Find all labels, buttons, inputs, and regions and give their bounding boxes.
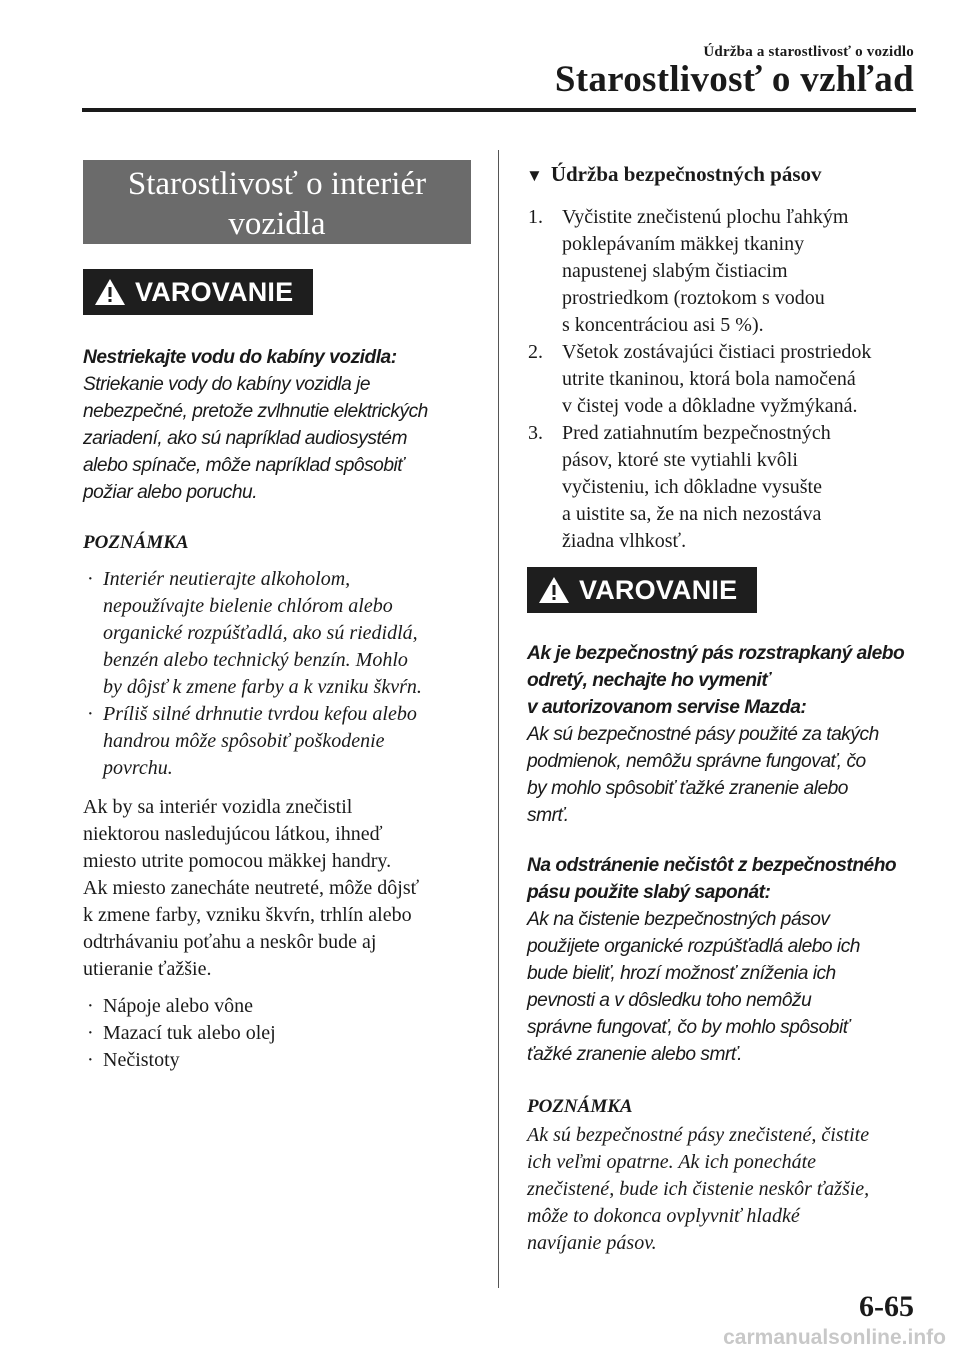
warning-label: VAROVANIE bbox=[579, 574, 738, 605]
note-text bbox=[527, 1122, 869, 1257]
step-line: Vyčistite znečistenú plochu ľahkým bbox=[562, 206, 849, 228]
body-line: Ak miesto zanecháte neutreté, môže dôjsť bbox=[83, 877, 420, 899]
warning-banner bbox=[83, 269, 313, 315]
warning-line: Striekanie vody do kabíny vozidla je bbox=[83, 374, 371, 395]
warning-line: bude bieliť, hrozí možnosť zníženia ich bbox=[527, 963, 836, 984]
step-line: s koncentráciou asi 5 %). bbox=[562, 314, 764, 336]
subsection-heading bbox=[526, 162, 822, 187]
warning-line: smrť. bbox=[527, 805, 569, 826]
body-line: k zmene farby, vzniku škvŕn, trhlín alebo bbox=[83, 904, 412, 926]
page-number: 6-65 bbox=[859, 1290, 914, 1323]
step-2 bbox=[528, 339, 871, 420]
warning-line: Ak sú bezpečnostné pásy použité za takých bbox=[527, 724, 879, 745]
step-line: pásov, ktoré ste vytiahli kvôli bbox=[562, 449, 798, 471]
section-title bbox=[83, 160, 471, 244]
body-line: odtrhávaniu poťahu a neskôr bude aj bbox=[83, 931, 377, 953]
warning-bold-line: Ak je bezpečnostný pás rozstrapkaný alebo bbox=[527, 643, 905, 664]
note-line: ich veľmi opatrne. Ak ich ponecháte bbox=[527, 1151, 817, 1173]
section-title-line: vozidla bbox=[228, 206, 326, 242]
step-line: utrite tkaninou, ktorá bola namočená bbox=[562, 368, 856, 390]
warning-text bbox=[83, 344, 428, 506]
note-heading: POZNÁMKA bbox=[527, 1096, 633, 1117]
warning-text bbox=[527, 640, 904, 829]
warning-line: použijete organické rozpúšťadlá alebo ich bbox=[527, 936, 860, 957]
warning-line: pevnosti a v dôsledku toho nemôžu bbox=[527, 990, 812, 1011]
step-line: prostriedkom (roztokom s vodou bbox=[562, 287, 825, 309]
warning-line: by mohlo spôsobiť ťažké zranenie alebo bbox=[527, 778, 848, 799]
running-header-subtitle: Údržba a starostlivosť o vozidlo bbox=[703, 44, 914, 60]
note-line: nepoužívajte bielenie chlórom alebo bbox=[103, 595, 393, 617]
step-line: vyčisteniu, ich dôkladne vysušte bbox=[562, 476, 822, 498]
header-rule bbox=[82, 108, 916, 112]
body-line: utieranie ťažšie. bbox=[83, 958, 212, 980]
watermark: carmanualsonline.info bbox=[723, 1326, 946, 1349]
warning-line: požiar alebo poruchu. bbox=[83, 482, 258, 503]
list-item: · Nápoje alebo vône bbox=[87, 995, 253, 1017]
warning-line: podmienok, nemôžu správne fungovať, čo bbox=[527, 751, 866, 772]
step-line: v čistej vode a dôkladne vyžmýkaná. bbox=[562, 395, 858, 417]
warning-triangle-icon bbox=[93, 277, 127, 307]
warning-banner bbox=[527, 567, 757, 613]
warning-line: zariadení, ako sú napríklad audiosystém bbox=[83, 428, 407, 449]
warning-triangle-icon bbox=[537, 575, 571, 605]
note-line: Ak sú bezpečnostné pásy znečistené, čistite bbox=[527, 1124, 870, 1146]
warning-bold-line: Na odstránenie nečistôt z bezpečnostného bbox=[527, 855, 897, 876]
list-item: · Mazací tuk alebo olej bbox=[87, 1022, 276, 1044]
note-line: povrchu. bbox=[103, 757, 173, 779]
step-1 bbox=[528, 204, 848, 339]
step-3 bbox=[528, 420, 831, 555]
body-line: Ak by sa interiér vozidla znečistil bbox=[83, 796, 353, 818]
note-line: Interiér neutierajte alkoholom, bbox=[103, 568, 351, 590]
bullet-dot: · bbox=[87, 568, 94, 590]
note-line: navíjanie pásov. bbox=[527, 1232, 657, 1254]
step-number: 2. bbox=[528, 341, 543, 363]
step-line: Pred zatiahnutím bezpečnostných bbox=[562, 422, 831, 444]
note-heading: POZNÁMKA bbox=[83, 532, 189, 553]
step-line: a uistite sa, že na nich nezostáva bbox=[562, 503, 822, 525]
note-bullet bbox=[87, 566, 422, 701]
warning-line: Ak na čistenie bezpečnostných pásov bbox=[527, 909, 830, 930]
note-line: organické rozpúšťadlá, ako sú riedidlá, bbox=[103, 622, 418, 644]
triangle-down-icon: ▼ bbox=[526, 166, 543, 185]
body-line: niektorou nasledujúcou látkou, ihneď bbox=[83, 823, 383, 845]
warning-text bbox=[527, 852, 896, 1068]
subsection-title: Údržba bezpečnostných pásov bbox=[550, 162, 822, 186]
note-line: by dôjsť k zmene farby a k vzniku škvŕn. bbox=[103, 676, 422, 698]
step-line: napustenej slabým čistiacim bbox=[562, 260, 788, 282]
warning-label: VAROVANIE bbox=[135, 276, 294, 307]
bullet-dot: · bbox=[87, 703, 94, 725]
substance-list bbox=[87, 993, 276, 1074]
warning-line: alebo spínače, môže napríklad spôsobiť bbox=[83, 455, 404, 476]
list-item: · Nečistoty bbox=[87, 1049, 180, 1071]
warning-line: ťažké zranenie alebo smrť. bbox=[527, 1044, 742, 1065]
note-line: môže to dokonca ovplyvniť hladké bbox=[527, 1205, 800, 1227]
note-line: benzén alebo technický benzín. Mohlo bbox=[103, 649, 408, 671]
running-header-title: Starostlivosť o vzhľad bbox=[554, 59, 914, 100]
step-line: poklepávaním mäkkej tkaniny bbox=[562, 233, 805, 255]
note-bullet bbox=[87, 701, 417, 782]
note-line: Príliš silné drhnutie tvrdou kefou alebo bbox=[103, 703, 417, 725]
warning-bold-line: Nestriekajte vodu do kabíny vozidla: bbox=[83, 347, 397, 368]
note-line: znečistené, bude ich čistenie neskôr ťažšie, bbox=[527, 1178, 870, 1200]
column-divider bbox=[498, 150, 499, 1288]
warning-bold-line: odretý, nechajte ho vymeniť bbox=[527, 670, 771, 691]
warning-bold-line: pásu použite slabý saponát: bbox=[527, 882, 771, 903]
warning-line: správne fungovať, čo by mohlo spôsobiť bbox=[527, 1017, 850, 1038]
section-title-line: Starostlivosť o interiér bbox=[127, 166, 427, 202]
step-line: Všetok zostávajúci čistiaci prostriedok bbox=[562, 341, 872, 363]
body-paragraph bbox=[83, 794, 419, 983]
warning-line: nebezpečné, pretože zvlhnutie elektrických bbox=[83, 401, 428, 422]
step-number: 3. bbox=[528, 422, 543, 444]
note-line: handrou môže spôsobiť poškodenie bbox=[103, 730, 385, 752]
step-line: žiadna vlhkosť. bbox=[562, 530, 687, 552]
warning-bold-line: v autorizovanom servise Mazda: bbox=[527, 697, 807, 718]
body-line: miesto utrite pomocou mäkkej handry. bbox=[83, 850, 392, 872]
step-number: 1. bbox=[528, 206, 543, 228]
